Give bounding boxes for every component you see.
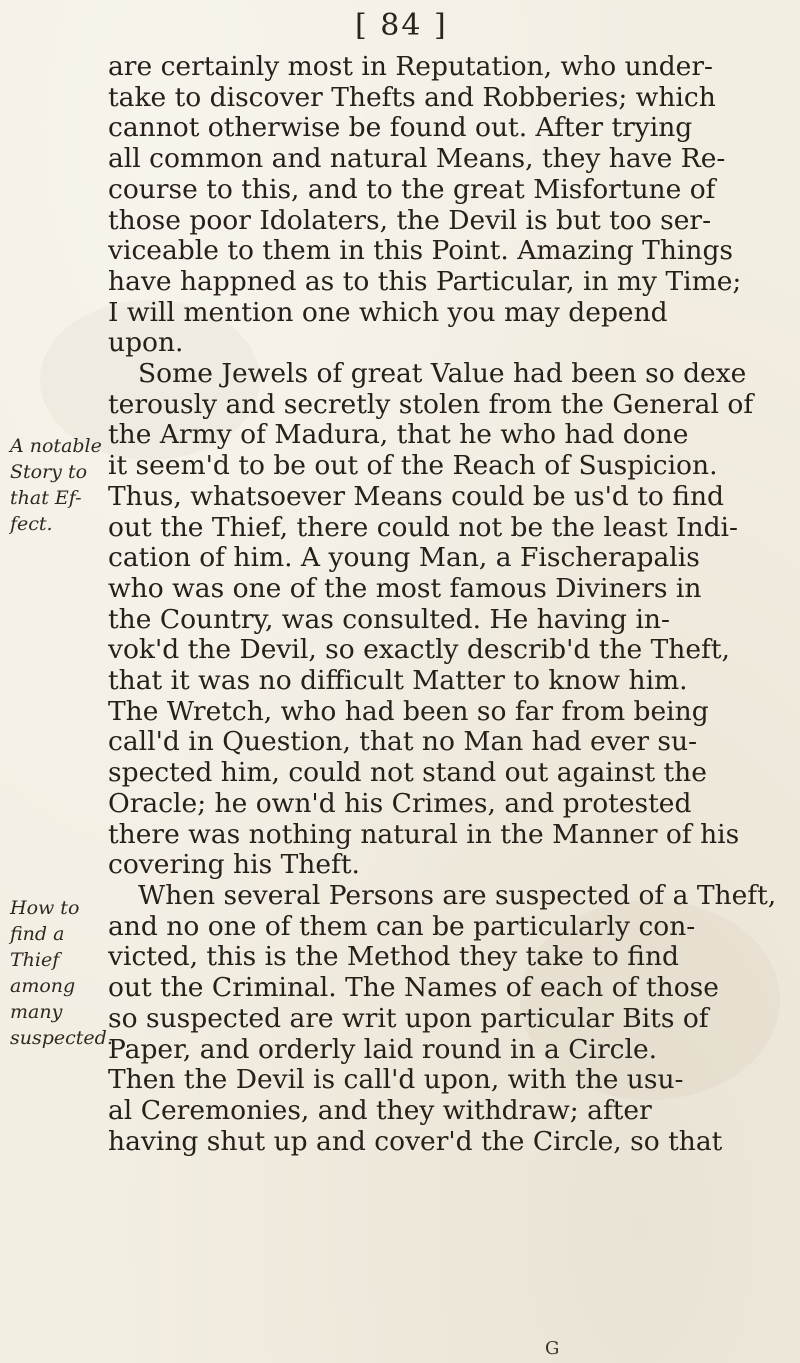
text-line: vok'd the Devil, so exactly describ'd the Theft,	[108, 635, 730, 666]
text-line: upon.	[108, 328, 184, 359]
text-line: having shut up and cover'd the Circle, so that	[108, 1126, 723, 1157]
text-line: Then the Devil is call'd upon, with the usu-	[108, 1065, 684, 1096]
text-line: all common and natural Means, they have Re-	[108, 144, 726, 175]
text-line: the Country, was consulted. He having in-	[108, 604, 670, 635]
text-line: Thus, whatsoever Means could be us'd to find	[108, 481, 725, 512]
text-line: and no one of them can be particularly con-	[108, 911, 696, 942]
side-note-line: A notable	[10, 435, 102, 457]
text-line: the Army of Madura, that he who had done	[108, 420, 689, 451]
text-line: those poor Idolaters, the Devil is but too ser-	[108, 205, 712, 236]
text-line: it seem'd to be out of the Reach of Suspicion.	[108, 451, 718, 482]
side-note-line: Story to	[10, 461, 88, 483]
text-line: take to discover Thefts and Robberies; which	[108, 82, 716, 113]
side-note-line: among	[10, 975, 76, 997]
text-line: who was one of the most famous Diviners in	[108, 573, 702, 604]
side-note-line: suspected.	[10, 1027, 113, 1049]
text-line: are certainly most in Reputation, who under-	[108, 52, 713, 82]
text-line: terously and secretly stolen from the General of	[108, 389, 754, 420]
body-text	[108, 52, 780, 1157]
side-note-line: that Ef-	[10, 487, 82, 509]
side-note-line: Thief	[10, 949, 60, 971]
text-line: that it was no difficult Matter to know him.	[108, 666, 688, 697]
text-line: course to this, and to the great Misfortune of	[108, 174, 716, 205]
page-number: [ 84 ]	[355, 8, 448, 43]
text-line: Paper, and orderly laid round in a Circle.	[108, 1034, 658, 1065]
side-note-notable-story	[10, 433, 105, 537]
text-line: out the Criminal. The Names of each of those	[108, 973, 719, 1004]
text-line: When several Persons are suspected of a Theft,	[138, 880, 777, 911]
text-line: out the Thief, there could not be the least Indi-	[108, 512, 738, 543]
side-note-line: find a	[10, 923, 65, 945]
text-line: so suspected are writ upon particular Bits of	[108, 1003, 709, 1034]
text-line: Some Jewels of great Value had been so dexe	[138, 359, 747, 390]
text-line: victed, this is the Method they take to find	[108, 942, 679, 973]
text-line: covering his Theft.	[108, 850, 360, 881]
text-line: there was nothing natural in the Manner of his	[108, 819, 740, 850]
text-line: viceable to them in this Point. Amazing Things	[108, 236, 734, 267]
text-line: Oracle; he own'd his Crimes, and protested	[108, 788, 692, 819]
text-line: The Wretch, who had been so far from being	[108, 696, 709, 727]
text-line: cannot otherwise be found out. After trying	[108, 113, 693, 144]
text-line: spected him, could not stand out against the	[108, 758, 707, 789]
catchword: G	[545, 1338, 560, 1359]
text-line: al Ceremonies, and they withdraw; after	[108, 1095, 652, 1126]
side-note-line: fect.	[10, 513, 53, 535]
side-note-find-thief	[10, 895, 113, 1051]
text-line: have happned as to this Particular, in my Time;	[108, 266, 742, 297]
text-line: call'd in Question, that no Man had ever su-	[108, 727, 698, 758]
side-note-line: How to	[10, 897, 80, 919]
text-line: I will mention one which you may depend	[108, 297, 668, 328]
text-line: cation of him. A young Man, a Fischerapalis	[108, 543, 700, 574]
side-note-line: many	[10, 1001, 63, 1023]
